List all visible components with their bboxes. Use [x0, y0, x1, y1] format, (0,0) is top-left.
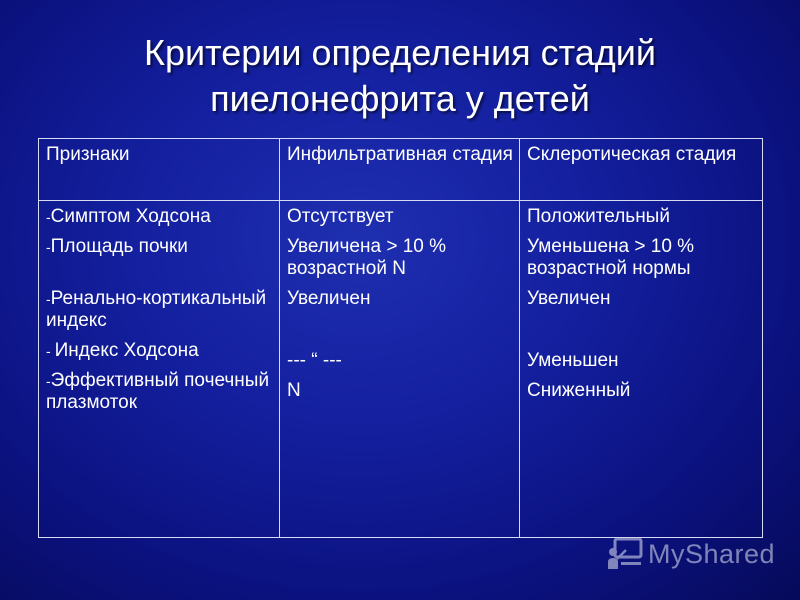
criteria-table [38, 138, 763, 538]
sclerotic-value: Уменьшен [527, 350, 619, 371]
sclerotic-cell [520, 201, 763, 538]
sign-item [46, 236, 273, 258]
sign-dash: - [46, 291, 51, 307]
sign-dash: - [46, 209, 51, 225]
sclerotic-value: Увеличен [527, 288, 611, 309]
sign-dash: - [46, 343, 55, 359]
infiltrative-value: Увеличена > 10 % возрастной N [287, 236, 447, 279]
infiltrative-cell [280, 201, 520, 538]
slide-title-line-2: пиелонефрита у детей [210, 78, 590, 119]
sclerotic-value: Положительный [527, 206, 670, 227]
sign-item [46, 340, 273, 362]
sign-text: Площадь почки [50, 236, 188, 257]
sign-dash: - [46, 373, 51, 389]
table-header-row [39, 139, 763, 201]
slide-title-line-1: Критерии определения стадий [144, 32, 656, 73]
sign-item [46, 288, 273, 332]
sign-text: Ренально-кортикальный индекс [46, 288, 267, 331]
slide-title [0, 30, 800, 122]
infiltrative-value: N [287, 380, 301, 401]
header-cell-infiltrative: Инфильтративная стадия [280, 139, 520, 201]
infiltrative-value: Увеличен [287, 288, 371, 309]
sclerotic-value: Уменьшена > 10 % возрастной нормы [527, 236, 695, 279]
infiltrative-value: --- “ --- [287, 350, 342, 371]
table-body-row [39, 201, 763, 538]
presentation-board-icon [606, 535, 644, 573]
infiltrative-value: Отсутствует [287, 206, 394, 227]
header-cell-signs: Признаки [39, 139, 280, 201]
sign-item [46, 370, 273, 414]
sign-text: Эффективный почечный плазмоток [46, 370, 270, 413]
header-cell-sclerotic: Склеротическая стадия [520, 139, 763, 201]
sign-text: Индекс Ходсона [54, 340, 199, 361]
sign-text: Симптом Ходсона [50, 206, 211, 227]
watermark-text: MyShared [648, 538, 776, 569]
sign-item [46, 206, 273, 228]
signs-cell [39, 201, 280, 538]
sclerotic-value: Сниженный [527, 380, 631, 401]
sign-dash: - [46, 239, 51, 255]
myshared-watermark [606, 534, 775, 574]
